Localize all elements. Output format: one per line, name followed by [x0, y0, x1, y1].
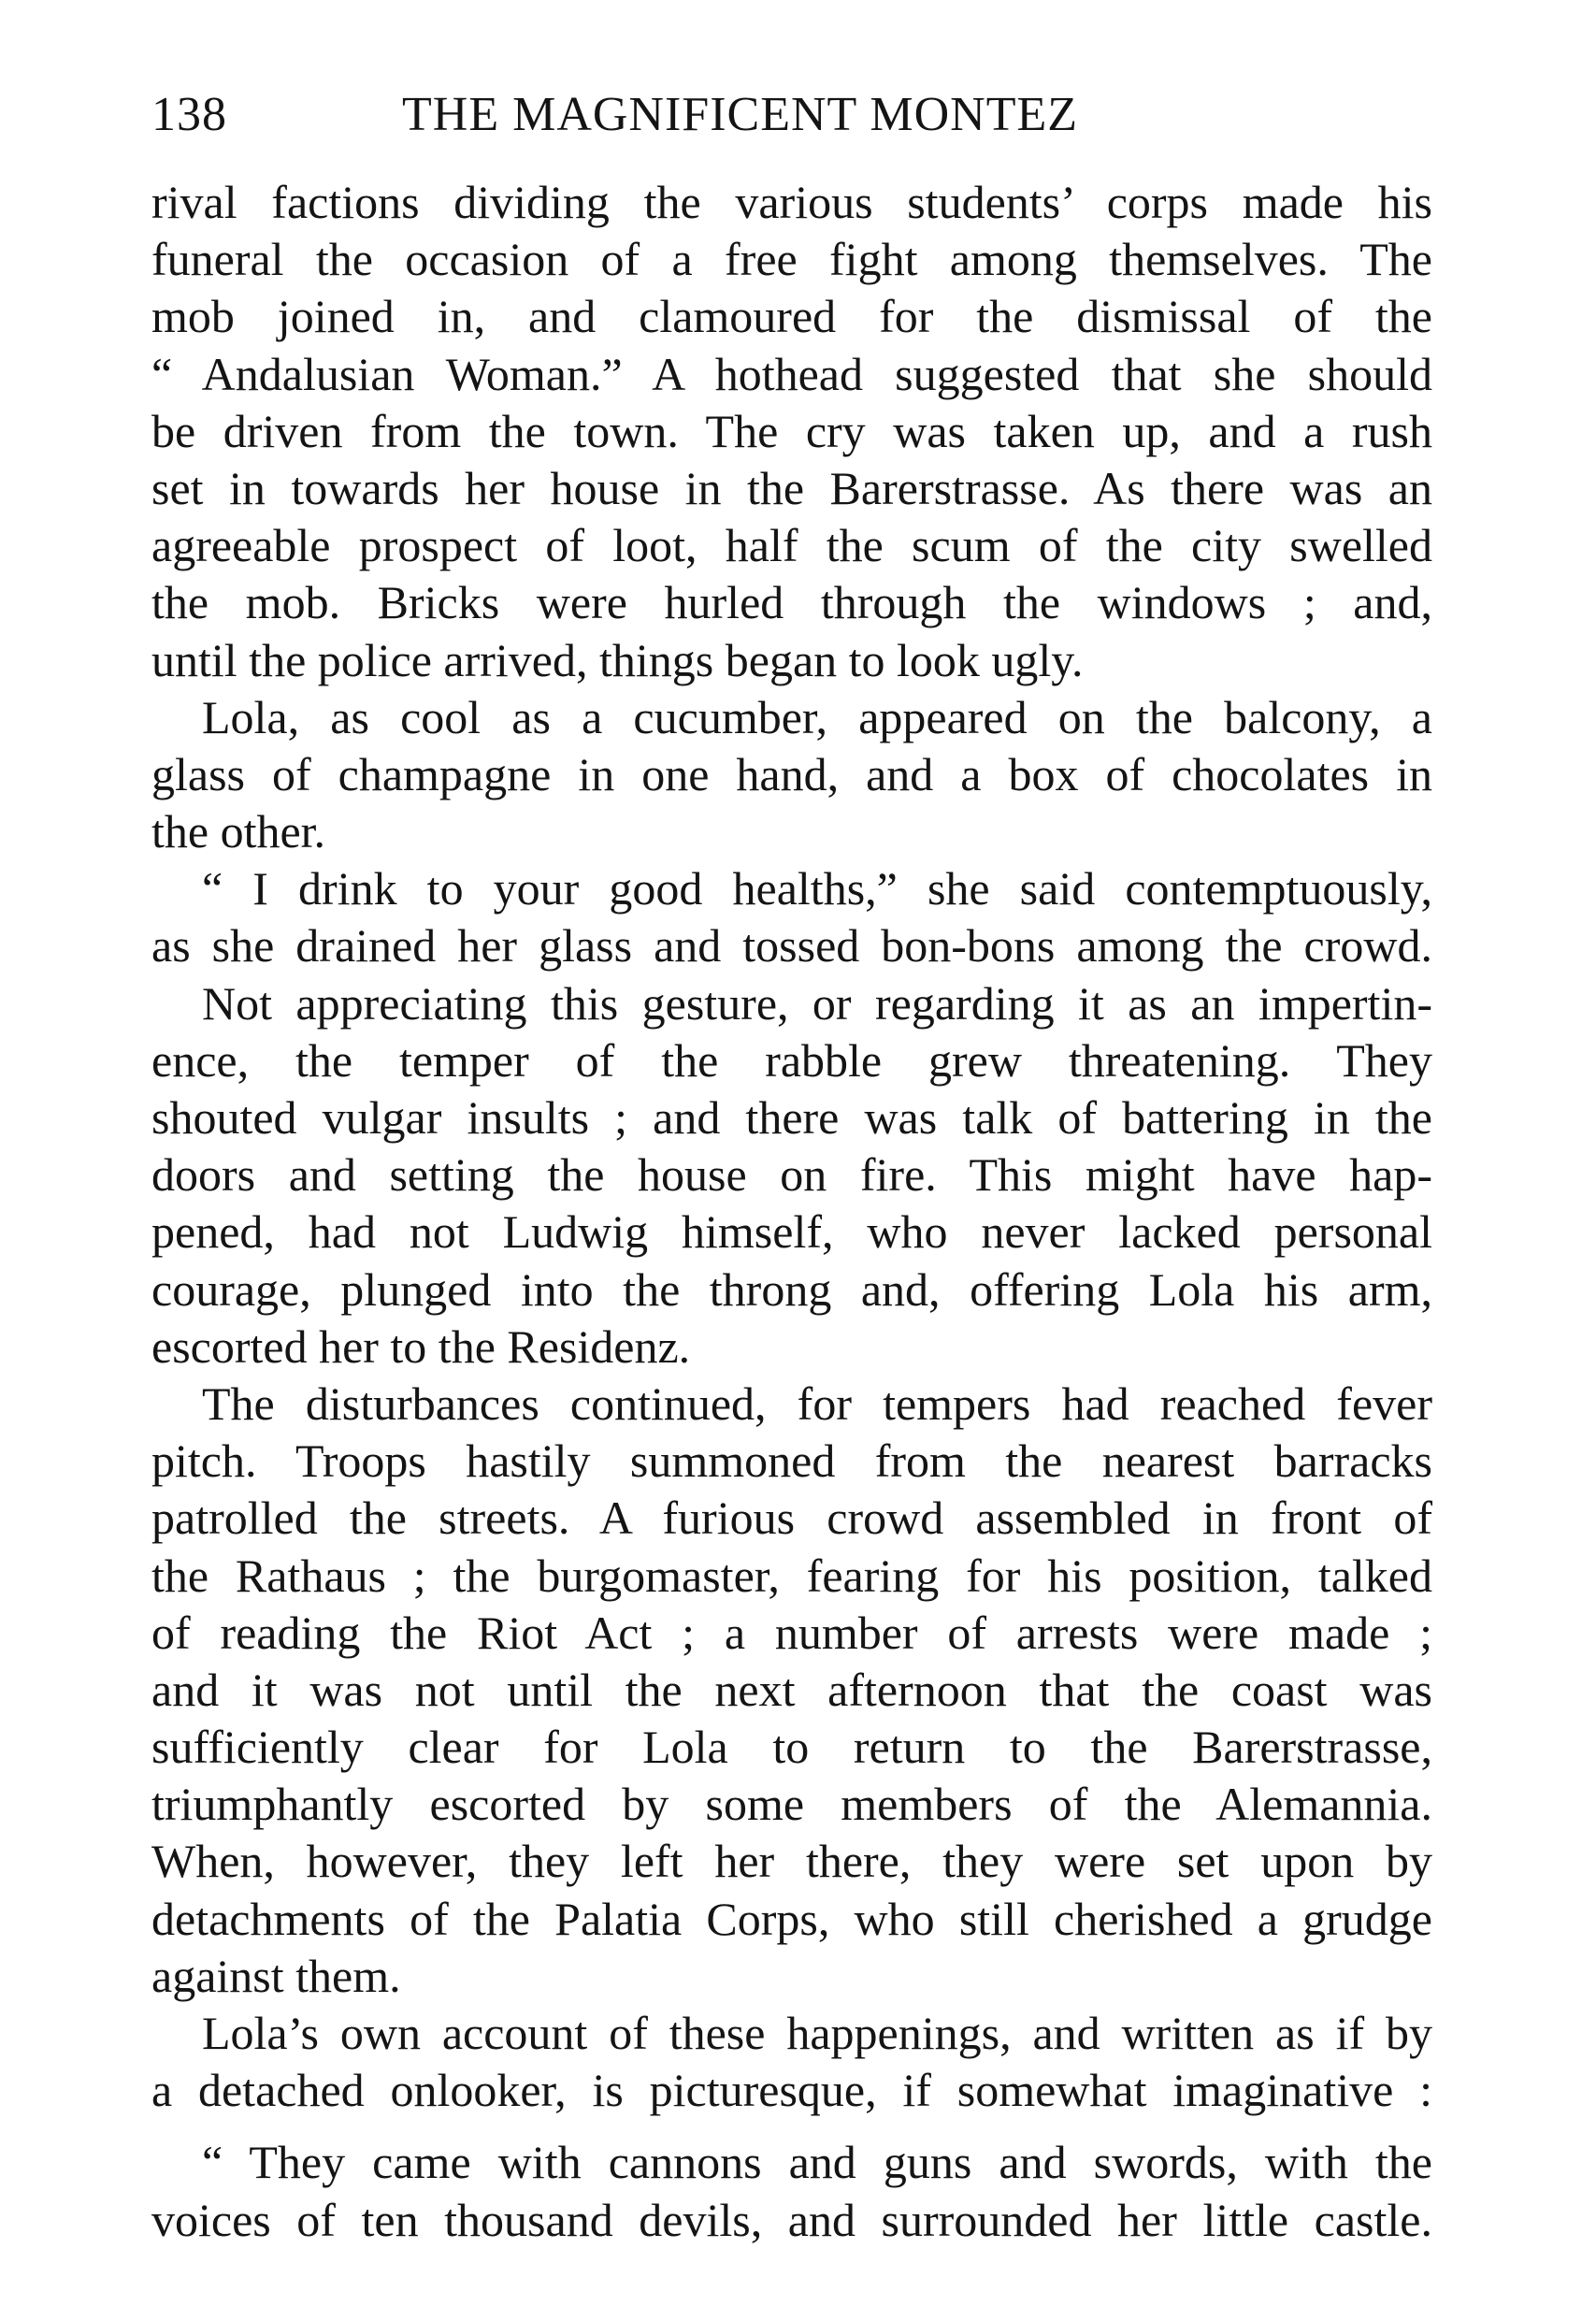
text-line: of reading the Riot Act ; a number of arrests were made ; — [151, 1606, 1432, 1659]
text-line: When, however, they left her there, they were set upon by — [151, 1835, 1432, 1888]
text-line: pitch. Troops hastily summoned from the nearest barracks — [151, 1434, 1432, 1488]
running-title: THE MAGNIFICENT MONTEZ — [402, 88, 1078, 141]
text-line: courage, plunged into the throng and, offering Lola his arm, — [151, 1262, 1432, 1316]
text-line: “ They came with cannons and guns and swords, with the — [202, 2136, 1432, 2189]
text-line: shouted vulgar insults ; and there was talk of battering in the — [151, 1091, 1432, 1144]
text-line: glass of champagne in one hand, and a box of chocolates in — [151, 747, 1432, 800]
body-text — [151, 174, 1432, 2249]
paragraph — [151, 174, 1432, 689]
text-line: The disturbances continued, for tempers had reached fever — [202, 1376, 1432, 1430]
text-line: “ Andalusian Woman.” A hothead suggested that she should — [151, 347, 1432, 400]
text-line: funeral the occasion of a free fight among themselves. The — [151, 233, 1432, 286]
text-line: detachments of the Palatia Corps, who still cherished a grudge — [151, 1892, 1432, 1945]
paragraph — [151, 1376, 1432, 2005]
text-line: until the police arrived, things began to look ugly. — [151, 633, 1084, 686]
text-line: as she drained her glass and tossed bon-bons among the crowd. — [151, 919, 1432, 973]
paragraph — [151, 860, 1432, 974]
text-line: sufficiently clear for Lola to return to the Barerstrasse, — [151, 1721, 1432, 1774]
text-line: the mob. Bricks were hurled through the windows ; and, — [151, 576, 1432, 629]
text-line: Not appreciating this gesture, or regarding it as an impertin- — [202, 976, 1432, 1030]
text-line: patrolled the streets. A furious crowd assembled in front of — [151, 1492, 1432, 1545]
paragraph — [151, 689, 1432, 861]
text-line: a detached onlooker, is picturesque, if somewhat imaginative : — [151, 2064, 1432, 2117]
text-line: doors and setting the house on fire. This might have hap- — [151, 1148, 1432, 1202]
text-line: be driven from the town. The cry was taken up, and a rush — [151, 404, 1432, 457]
text-line: ence, the temper of the rabble grew threatening. They — [151, 1033, 1432, 1087]
text-line: pened, had not Ludwig himself, who never lacked personal — [151, 1205, 1432, 1259]
text-line: the Rathaus ; the burgomaster, fearing for his position, talked — [151, 1549, 1432, 1602]
text-line: Lola, as cool as a cucumber, appeared on the balcony, a — [202, 690, 1432, 743]
text-line: and it was not until the next afternoon that the coast was — [151, 1663, 1432, 1716]
text-line: “ I drink to your good healths,” she said contemptuously, — [202, 862, 1432, 915]
text-line: set in towards her house in the Barerstrasse. As there was an — [151, 461, 1432, 514]
text-line: voices of ten thousand devils, and surrounded her little castle. — [151, 2193, 1432, 2246]
text-line: escorted her to the Residenz. — [151, 1319, 691, 1373]
text-line: against them. — [151, 1949, 401, 2002]
page-number: 138 — [151, 88, 227, 141]
quotation-paragraph — [151, 2134, 1432, 2248]
text-line: mob joined in, and clamoured for the dismissal of the — [151, 290, 1432, 343]
text-line: Lola’s own account of these happenings, and written as if by — [202, 2007, 1432, 2059]
text-line: the other. — [151, 805, 326, 858]
page-header — [151, 82, 1460, 148]
text-line: rival factions dividing the various students’ corps made his — [151, 176, 1432, 228]
paragraph — [151, 975, 1432, 1376]
paragraph — [151, 2005, 1432, 2119]
text-line: agreeable prospect of loot, half the scum of the city swelled — [151, 519, 1432, 572]
text-line: triumphantly escorted by some members of the Alemannia. — [151, 1778, 1432, 1831]
